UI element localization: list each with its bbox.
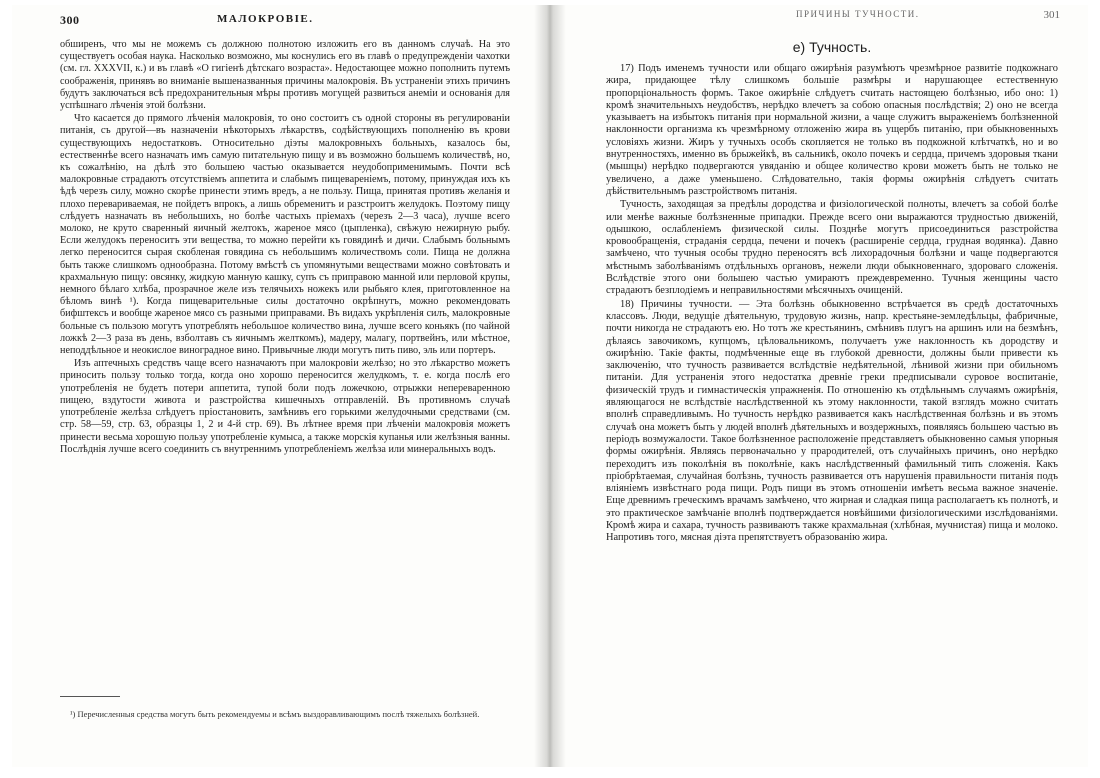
paragraph: Тучность, заходящая за предѣлы дородства и физіологической полноты, влечетъ за собой болѣе или менѣе важные болѣзненные припадки. Прежде всего они выражаются трудностью движеній, одышкою, ослабленіемъ физической силы. Позднѣе могутъ присоединиться разстройства кровообращенія, страданія сердца, печени и почекъ (расширеніе сердца, грудная водянка). Давно замѣчено, что тучныя особы трудно переносятъ всѣ лихорадочныя болѣзни и чаще подвергаются мѣстнымъ заболѣваніямъ отдѣльныхъ органовъ, нежели люди обыкновеннаго, здороваго сложенія. Вслѣдствіе этого они большею частью умираютъ преждевременно. Тучныя женщины часто страдаютъ безплодіемъ и неправильностями мѣсячныхъ очищеній. (606, 199, 1058, 297)
page-body (606, 63, 1058, 545)
section-title: е) Тучность. (792, 39, 872, 55)
paragraph: Изъ аптечныхъ средствъ чаще всего назначаютъ при малокровіи желѣзо; но это лѣкарство можетъ приносить пользу только тогда, когда оно хорошо переносится желудкомъ, т. е. когда послѣ его употребленія не будетъ потери аппетита, тупой боли подъ ложечкою, отрыжки неперевареннoю пищею, вздутости живота и разстройства кишечныхъ отправленій. Въ противномъ случаѣ употребленіе желѣза слѣдуетъ пріостановить, замѣнивъ его горькими желудочными средствами (см. стр. 58—59, стр. 63, образцы 1, 2 и 4-й стр. 69). Въ лѣтнее время при лѣченіи малокровія можетъ принести весьма хорошую пользу употребленіе кумыса, а также морскія купанья или желѣзныя ванны. Послѣднія лучше всего соединить съ внутреннимъ употребленіемъ желѣза или минеральныхъ водъ. (60, 358, 510, 455)
paragraph: Что касается до прямого лѣченія малокровія, то оно состоитъ съ одной стороны въ регулированіи питанія, съ другой—въ назначеніи нѣкоторыхъ лѣкарствъ, содѣйствующихъ пополненію въ крови существующихъ недостатковъ. Относительно діэты малокровныхъ больныхъ, казалось бы, естественнѣе всего назначать имъ самую питательную пищу и въ возможно большемъ количествѣ, но, къ сожалѣнію, на дѣлѣ это большею частью оказывается неудобоприменимымъ. Почти всѣ малокровные страдаютъ отсутствіемъ аппетита и слабымъ пищевареніемъ, потому, принуждая ихъ къ ѣдѣ черезъ силу, можно скорѣе принести этимъ вредъ, а не пользу. Пища, принятая противъ желанія и плохо перевариваемая, не пойдетъ впрокъ, а лишь обременитъ и разстроитъ желудокъ. Поэтому пищу слѣдуетъ назначать въ небольшихъ, но болѣе частыхъ пріемахъ (черезъ 2—3 часа), лучше всего молоко, не круто сваренный яичный желтокъ, жареное мясо (цыпленка), свѣжую нежирную рыбу. Если желудокъ переноситъ эти вещества, то можно перейти къ говядинѣ и дичи. Слабымъ больнымъ легко переносится сырая скобленая говядина съ небольшимъ количествомъ соли. Пища не должна быть также слишкомъ однообразна. Потому вмѣстѣ съ упомянутыми веществами можно совѣтовать и крахмальную пищу: овсянку, жидкую манную кашку, супъ съ приправою манной или перловой крупы, немного бѣлаго хлѣба, прозрачное желе изъ телячьихъ ножекъ или рыбьяго клея, приготовленное на бѣломъ винѣ ¹). Когда пищеварительные силы достаточно окрѣпнутъ, можно рекомендовать бифштексъ и вообще жареное мясо съ разными приправами. Въ видахъ укрѣпленія силъ, малокровные больные съ пользою могутъ употреблять небольшое количество вина, лучше всего коньякъ (по чайной ложкѣ 2—3 раза въ день, взболтавъ съ яичнымъ желткомъ), мадеру, малагу, портвейнъ, или мѣстное, неподдѣльное и неокислое виноградное вино. Привычные люди могутъ пить пиво, эль или портеръ. (60, 113, 510, 357)
page-body (60, 39, 510, 456)
running-head: ПРИЧИНЫ ТУЧНОСТИ. (796, 9, 920, 19)
paragraph: обширенъ, что мы не можемъ съ должною полнотою изложить его въ данномъ случаѣ. На это существуетъ особая наука. Насколько возможно, мы коснулись его въ главѣ о предупрежденіи чахотки (см. гл. XXXVII, к.) и въ главѣ «О гигіенѣ дѣтскаго возраста». Недостающее можно пополнить путемъ соображенія, принявъ во вниманіе вышеназванныя причины малокровія. Въ устраненіи этихъ причинъ будутъ заключаться всѣ предохранительныя мѣры противъ могущей развиться анеміи и основанія для успѣшнаго лѣченія этой болѣзни. (60, 39, 510, 112)
page-number: 300 (60, 13, 80, 27)
footnote: ¹) Перечисленныя средства могутъ быть рекомендуемы и всѣмъ выздоравливающимъ послѣ тяжелыхъ болѣзней. (70, 709, 480, 719)
paragraph: 17) Подъ именемъ тучности или общаго ожирѣнія разумѣютъ чрезмѣрное развитіе подкожнаго жира, придающее тѣлу слишкомъ большіе размѣры и нарушающее естественную пропорціональность формъ. Такое ожирѣніе слѣдуетъ считать настоящею болѣзнью, ибо оно: 1) кромѣ значительныхъ неудобствъ, нерѣдко влечетъ за собою опасныя послѣдствія; 2) оно не всегда указываетъ на избытокъ питанія при нормальной жизни, а чаще служитъ выраженіемъ болѣзненной наклонности организма къ чрезмѣрному отложенію жира въ ущербъ питанію, при обыкновенныхъ условіяхъ жизни. Жиръ у тучныхъ особъ скопляется не только въ подкожной клѣтчаткѣ, но и во внутренностяхъ, именно въ брыжейкѣ, въ сальникѣ, около почекъ и сердца, причемъ здоровыя ткани (мышцы) нерѣдко подвергаются увяданію и общее количество крови можетъ быть не только не увеличено, а даже уменьшено. Слѣдовательно, такія формы ожирѣнія слѣдуетъ считать дѣйствительнымъ разстройствомъ питанія. (606, 63, 1058, 197)
page-number: 301 (1043, 9, 1060, 21)
book-spread (12, 5, 1088, 767)
right-page (566, 5, 1088, 767)
book-gutter (534, 5, 566, 767)
footnote-rule (60, 696, 120, 697)
left-page (12, 5, 534, 767)
running-head: МАЛОКРОВІЕ. (217, 13, 314, 25)
paragraph: 18) Причины тучности. — Эта болѣзнь обыкновенно встрѣчается въ средѣ достаточныхъ классовъ. Люди, ведущіе дѣятельную, трудовую жизнь, напр. крестьяне-земледѣльцы, фабричные, почти никогда не страдаютъ ею. Но тотъ же крестьянинъ, смѣнивъ плугъ на аршинъ или на безмѣнъ, дѣлаясь завочикомъ, купцомъ, цѣловальникомъ, получаетъ уже наклонность къ дородству и ожирѣнію. Такіе факты, подмѣченные еще въ глубокой древности, должны были привести къ заключенію, что тучность развивается вслѣдствіе недѣятельной, лѣнивой жизни при обильномъ питаніи. Для устраненія этого недостатка древніе греки предписывали суровое воспитаніе, физическій трудъ и гимнастическія упражненія. По отношенію къ отдѣльнымъ случаямъ ожирѣнія, являющагося не вслѣдствіе наслѣдственной къ этому наклонности, такой взглядъ можно считать вполнѣ справедливымъ. Но тучность нерѣдко развивается какъ наслѣдственная болѣзнь и въ этомъ случаѣ она можетъ быть у людей вполнѣ дѣятельныхъ и воздержныхъ, появляясь большею частью въ періодъ возмужалости. Такое болѣзненное расположеніе представляетъ обыкновенно самыя упорныя формы ожирѣнія. Являясь первоначально у прародителей, отъ случайныхъ причинъ, оно нерѣдко переходитъ изъ поколѣнія въ поколѣніе, какъ наслѣдственный фамильный типъ сложенія. Какъ пріобрѣтаемая, случайная болѣзнь, тучность развивается отъ нарушенія правильности питанія подъ вліяніемъ извѣстнаго рода пищи. Родъ пищи въ этомъ отношеніи имѣетъ весьма важное значеніе. Еще древнимъ греческимъ врачамъ замѣчено, что жирная и сладкая пища располагаетъ къ полнотѣ, и это практическое замѣчаніе вполнѣ подтверждается новѣйшими физіологическими изслѣдованіями. Кромѣ жира и сахара, тучность развиваютъ также крахмальная (хлѣбная, мучнистая) пища и молоко. Напротивъ того, мясная діэта препятствуетъ образованію жира. (606, 298, 1058, 544)
